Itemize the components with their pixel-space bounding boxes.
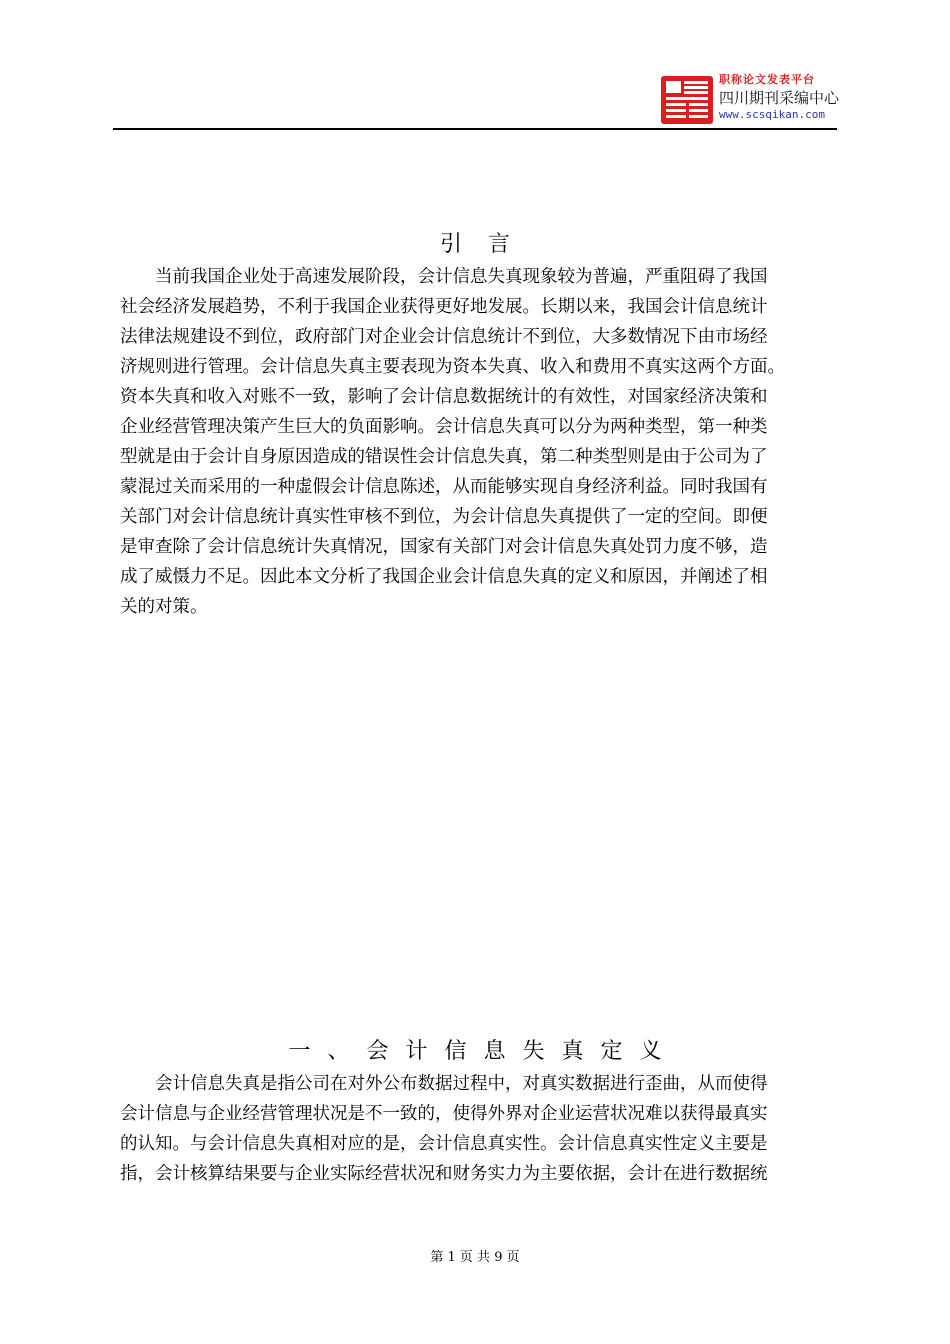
page-header <box>113 70 840 132</box>
text-line: 企业经营管理决策产生巨大的负面影响。会计信息失真可以分为两种类型，第一种类 <box>120 417 768 437</box>
header-divider <box>113 128 837 130</box>
section-1-heading: 一、会计信息失真定义 <box>288 1039 679 1064</box>
text-line: 是审查除了会计信息统计失真情况，国家有关部门对会计信息失真处罚力度不够，造 <box>120 537 768 557</box>
publisher-logo <box>661 72 840 128</box>
logo-name: 四川期刊采编中心 <box>719 89 840 107</box>
text-line: 济规则进行管理。会计信息失真主要表现为资本失真、收入和费用不真实这两个方面。 <box>120 357 785 377</box>
logo-url[interactable]: www.scsqikan.com <box>719 108 825 121</box>
logo-slogan: 职称论文发表平台 <box>719 73 815 86</box>
text-line: 关的对策。 <box>120 597 208 617</box>
page-number-footer: 第 1 页 共 9 页 <box>430 1250 520 1265</box>
text-line: 资本失真和收入对账不一致，影响了会计信息数据统计的有效性，对国家经济决策和 <box>120 387 768 407</box>
intro-paragraph <box>120 262 832 622</box>
text-line: 社会经济发展趋势，不利于我国企业获得更好地发展。长期以来，我国会计信息统计 <box>120 297 768 317</box>
intro-heading: 引言 <box>439 232 536 257</box>
section-1-paragraph <box>120 1069 832 1189</box>
text-line: 型就是由于会计自身原因造成的错误性会计信息失真，第二种类型则是由于公司为了 <box>120 447 768 467</box>
text-line: 会计信息失真是指公司在对外公布数据过程中，对真实数据进行歪曲，从而使得 <box>120 1074 768 1094</box>
text-line: 成了威慑力不足。因此本文分析了我国企业会计信息失真的定义和原因，并阐述了相 <box>120 567 768 587</box>
text-line: 当前我国企业处于高速发展阶段，会计信息失真现象较为普遍，严重阻碍了我国 <box>120 267 768 287</box>
text-line: 法律法规建设不到位，政府部门对企业会计信息统计不到位，大多数情况下由市场经 <box>120 327 768 347</box>
newspaper-logo-icon <box>661 76 713 124</box>
logo-text-block <box>719 72 839 122</box>
text-line: 会计信息与企业经营管理状况是不一致的，使得外界对企业运营状况难以获得最真实 <box>120 1104 768 1124</box>
text-line: 关部门对会计信息统计真实性审核不到位，为会计信息失真提供了一定的空间。即便 <box>120 507 768 527</box>
text-line: 的认知。与会计信息失真相对应的是，会计信息真实性。会计信息真实性定义主要是 <box>120 1134 768 1154</box>
text-line: 蒙混过关而采用的一种虚假会计信息陈述，从而能够实现自身经济利益。同时我国有 <box>120 477 768 497</box>
text-line: 指，会计核算结果要与企业实际经营状况和财务实力为主要依据，会计在进行数据统 <box>120 1164 768 1184</box>
